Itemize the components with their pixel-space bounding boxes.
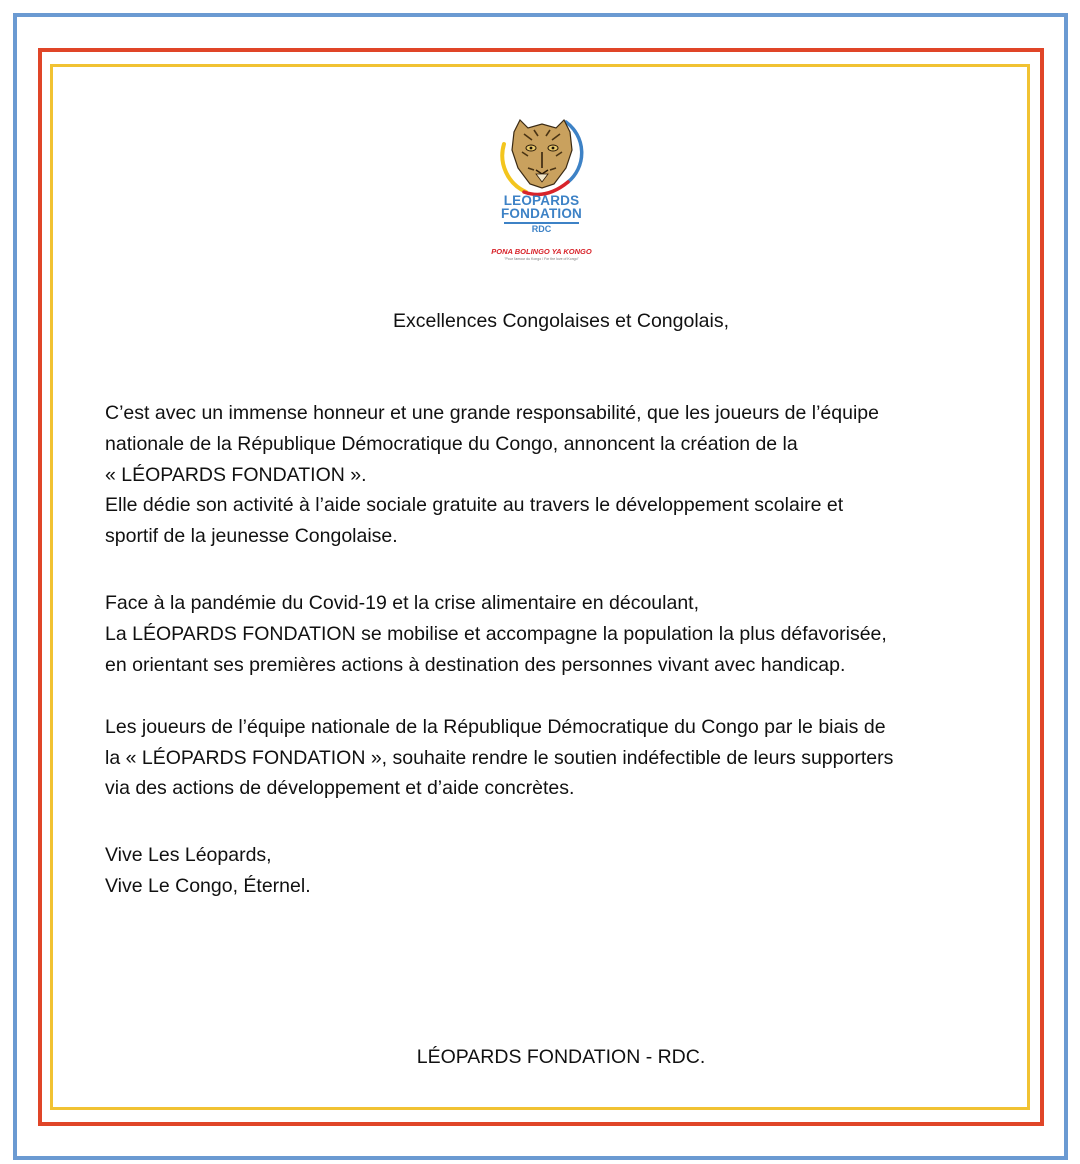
paragraph2-line: en orientant ses premières actions à destination des personnes vivant avec handicap. bbox=[105, 654, 846, 676]
paragraph1-line: C’est avec un immense honneur et une grande responsabilité, que les joueurs de l’équipe bbox=[105, 402, 879, 424]
logo-slogan: PONA BOLINGO YA KONGO bbox=[491, 247, 592, 256]
leopard-emblem-icon bbox=[484, 112, 599, 197]
closing-line: Vive Le Congo, Éternel. bbox=[105, 875, 311, 897]
logo-name-line1: LEOPARDS bbox=[503, 193, 580, 208]
paragraph3-line: la « LÉOPARDS FONDATION », souhaite rendre le soutien indéfectible de leurs supporters bbox=[105, 747, 894, 769]
paragraph3-line: via des actions de développement et d’aide concrètes. bbox=[105, 777, 575, 799]
paragraph1-line: nationale de la République Démocratique du Congo, annoncent la création de la bbox=[105, 433, 798, 455]
paragraph3-line: Les joueurs de l’équipe nationale de la République Démocratique du Congo par le biais de bbox=[105, 716, 886, 738]
leopards-fondation-logo bbox=[484, 112, 599, 262]
logo-slogan-subtitle: "Pour l'amour du Kongo / For the love of Kongo" bbox=[504, 257, 579, 261]
paragraph2-line: Face à la pandémie du Covid-19 et la crise alimentaire en découlant, bbox=[105, 592, 700, 614]
letter-greeting: Excellences Congolaises et Congolais, bbox=[392, 310, 730, 332]
paragraph2-line: La LÉOPARDS FONDATION se mobilise et accompagne la population la plus défavorisée, bbox=[105, 623, 887, 645]
logo-country: RDC bbox=[531, 224, 552, 234]
closing-line: Vive Les Léopards, bbox=[105, 844, 272, 866]
logo-name-line2: FONDATION bbox=[500, 206, 583, 221]
letter-signature: LÉOPARDS FONDATION - RDC. bbox=[416, 1046, 706, 1068]
paragraph1-line: Elle dédie son activité à l’aide sociale gratuite au travers le développement scolaire et bbox=[105, 494, 844, 516]
paragraph1-line: « LÉOPARDS FONDATION ». bbox=[105, 464, 367, 486]
paragraph1-line: sportif de la jeunesse Congolaise. bbox=[105, 525, 398, 547]
